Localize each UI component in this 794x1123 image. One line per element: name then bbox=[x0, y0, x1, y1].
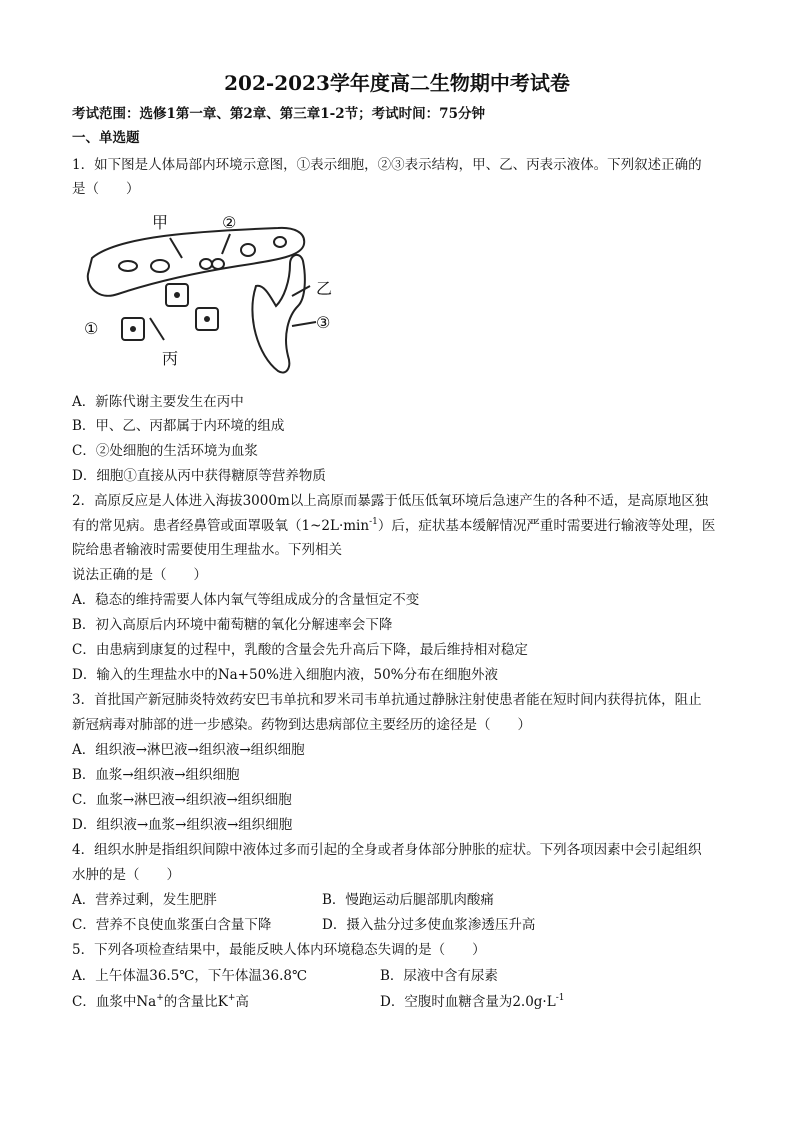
q2-stem-line1: 2．高原反应是人体进入海拔3000m以上高原而暴露于低压低氧环境后急速产生的各种不适，是高原地区独 bbox=[72, 493, 709, 509]
q2-stem-line2: 有的常见病。患者经鼻管或面罩吸氧$(1\sim 2L\cdot\min^{-1})$后，症状基本缓解情况严重时需要进行输液等处理，医 bbox=[72, 517, 716, 534]
blood-cell bbox=[119, 261, 137, 271]
q1-option-b: B．甲、乙、丙都属于内环境的组成 bbox=[72, 418, 285, 434]
q3-option-a: A．组织液→淋巴液→组织液→组织细胞 bbox=[72, 742, 305, 758]
label-bing: 丙 bbox=[162, 349, 179, 368]
q1-option-c: C．②处细胞的生活环境为血浆 bbox=[72, 443, 258, 459]
blood-cell bbox=[241, 244, 255, 256]
leader-line-jia bbox=[170, 238, 182, 258]
q2-option-c: C．由患病到康复的过程中，乳酸的含量会先升高后下降，最后维持相对稳定 bbox=[72, 642, 528, 658]
leader-line-bing bbox=[150, 318, 164, 340]
label-1: ① bbox=[84, 319, 99, 338]
blood-cell bbox=[212, 259, 224, 269]
q5-option-d: D．空腹时血糖含量为$2.0g\cdot L^{-1}$ bbox=[380, 993, 565, 1010]
q2-option-b: B．初入高原后内环境中葡萄糖的氧化分解速率会下降 bbox=[72, 617, 393, 633]
page-title: 202-2023学年度高二生物期中考试卷 bbox=[224, 71, 570, 95]
label-3: ③ bbox=[316, 313, 331, 332]
section-heading: 一、单选题 bbox=[72, 130, 140, 146]
label-jia: 甲 bbox=[152, 213, 169, 232]
q4-option-c: C．营养不良使血浆蛋白含量下降 bbox=[72, 917, 272, 933]
label-2: ② bbox=[222, 213, 237, 232]
q4-option-b: B．慢跑运动后腿部肌肉酸痛 bbox=[322, 892, 494, 908]
q2-stem-line4: 说法正确的是（ ） bbox=[72, 567, 207, 583]
q3-option-d: D．组织液→血浆→组织液→组织细胞 bbox=[72, 817, 293, 833]
lymphatic-vessel bbox=[252, 255, 304, 373]
inner-environment-diagram bbox=[78, 206, 348, 382]
q1-option-a: A．新陈代谢主要发生在丙中 bbox=[72, 394, 244, 410]
q1-option-d: D．细胞①直接从丙中获得糖原等营养物质 bbox=[72, 468, 326, 484]
q4-option-a: A．营养过剩，发生肥胖 bbox=[72, 892, 217, 908]
q5-option-c: C．血浆中Na+的含量比K+高 bbox=[72, 993, 249, 1010]
q5-option-b: B．尿液中含有尿素 bbox=[380, 968, 498, 984]
exam-info: 考试范围：选修1第一章、第2章、第三章1-2节；考试时间：75分钟 bbox=[72, 106, 485, 122]
q4-option-d: D．摄入盐分过多使血浆渗透压升高 bbox=[322, 917, 536, 933]
leader-line-3 bbox=[292, 322, 316, 326]
q3-option-c: C．血浆→淋巴液→组织液→组织细胞 bbox=[72, 792, 292, 808]
q2-option-a: A．稳态的维持需要人体内氧气等组成成分的含量恒定不变 bbox=[72, 592, 420, 608]
q2-option-d: D．输入的生理盐水中的Na+50%进入细胞内液，50%分布在细胞外液 bbox=[72, 667, 499, 683]
leader-line-2 bbox=[222, 234, 230, 254]
leader-line-yi bbox=[292, 286, 310, 296]
blood-cell bbox=[274, 237, 286, 247]
cell-nucleus bbox=[204, 316, 210, 322]
q3-option-b: B．血浆→组织液→组织细胞 bbox=[72, 767, 240, 783]
capillary-vessel bbox=[88, 228, 304, 296]
q1-stem-line2: 是（ ） bbox=[72, 181, 140, 197]
q2-stem-line3: 院给患者输液时需要使用生理盐水。下列相关 bbox=[72, 542, 342, 558]
q5-stem: 5．下列各项检查结果中，最能反映人体内环境稳态失调的是（ ） bbox=[72, 942, 486, 958]
cell-nucleus bbox=[174, 292, 180, 298]
q3-stem-line2: 新冠病毒对肺部的进一步感染。药物到达患病部位主要经历的途径是（ ） bbox=[72, 717, 531, 733]
q3-stem-line1: 3．首批国产新冠肺炎特效药安巴韦单抗和罗米司韦单抗通过静脉注射使患者能在短时间内获得抗体，阻止 bbox=[72, 692, 702, 708]
blood-cell bbox=[200, 259, 212, 269]
blood-cell bbox=[151, 260, 169, 272]
label-yi: 乙 bbox=[316, 279, 333, 298]
q4-stem-line1: 4．组织水肿是指组织间隙中液体过多而引起的全身或者身体部分肿胀的症状。下列各项因素中会引起组织 bbox=[72, 842, 702, 858]
cell-nucleus bbox=[130, 326, 136, 332]
q5-option-a: A．上午体温36.5℃，下午体温36.8℃ bbox=[72, 968, 308, 984]
q4-stem-line2: 水肿的是（ ） bbox=[72, 867, 180, 883]
q1-stem-line1: 1．如下图是人体局部内环境示意图，①表示细胞，②③表示结构，甲、乙、丙表示液体。下列叙述正确的 bbox=[72, 157, 702, 173]
